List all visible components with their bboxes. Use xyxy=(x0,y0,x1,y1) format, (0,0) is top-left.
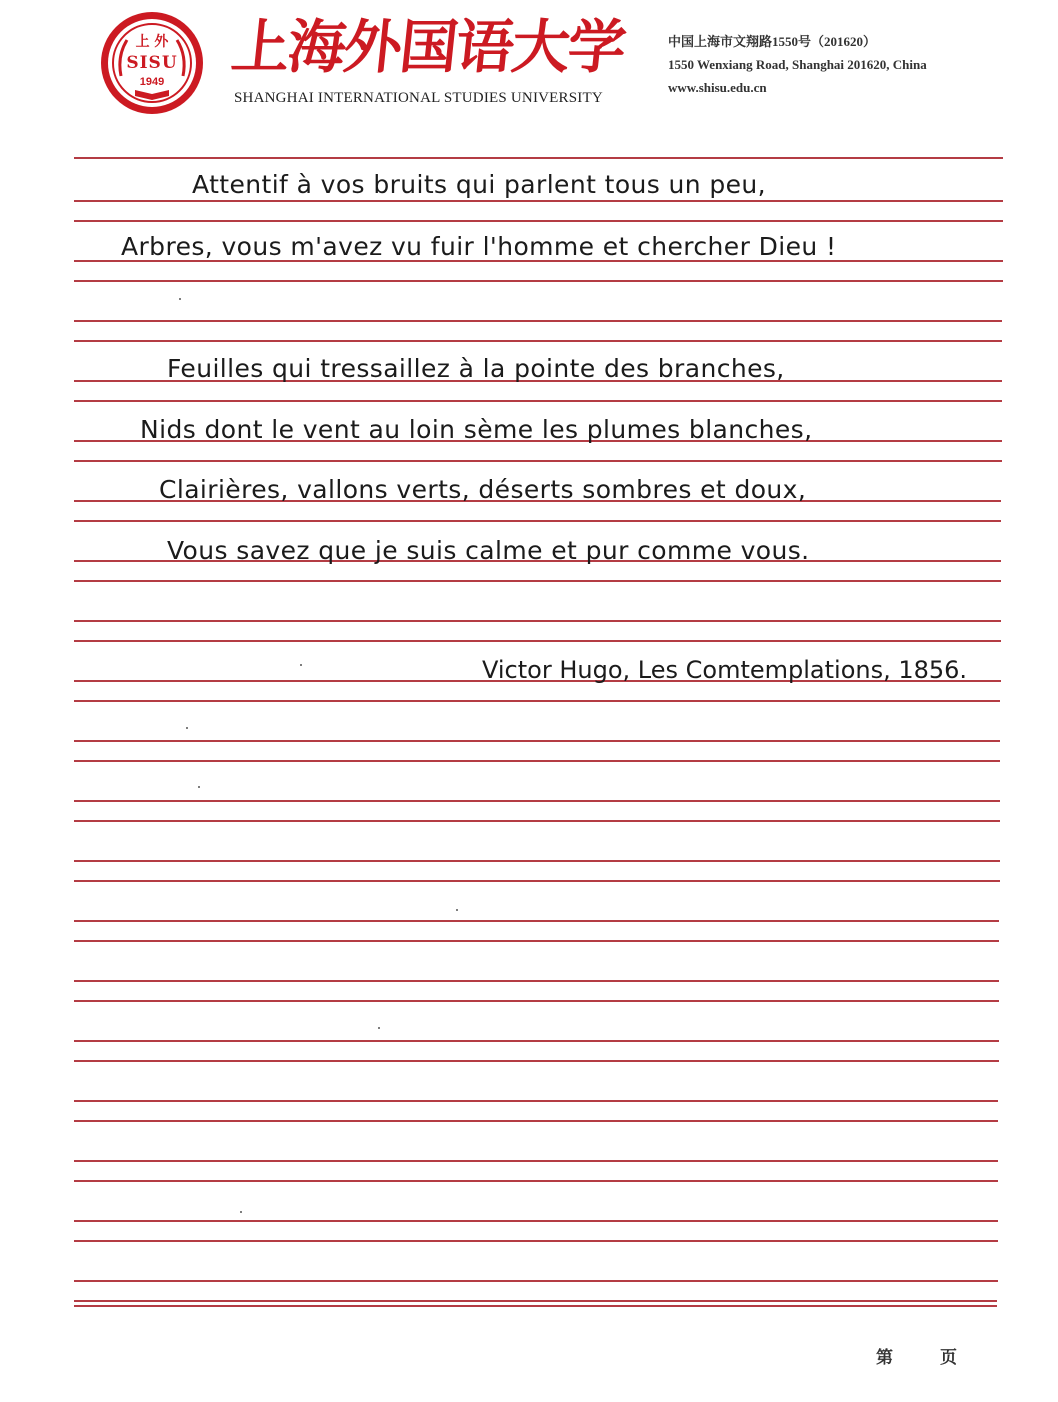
address-chinese: 中国上海市文翔路1550号（201620） xyxy=(668,34,877,49)
ruled-line xyxy=(74,620,1001,622)
ruled-line xyxy=(74,1000,999,1002)
ruled-line xyxy=(74,1220,998,1222)
ruled-line xyxy=(74,800,1000,802)
ruled-line xyxy=(74,580,1001,582)
ruled-line xyxy=(74,520,1001,522)
ruled-line xyxy=(74,980,999,982)
page-label-first-char: 第 xyxy=(876,1348,893,1368)
ruled-line xyxy=(74,400,1002,402)
ruled-line xyxy=(74,1100,998,1102)
ruled-line xyxy=(74,1120,998,1122)
university-name-chinese: 上海外国语大学 xyxy=(228,13,628,81)
ruled-line xyxy=(74,1280,998,1282)
university-name-english: SHANGHAI INTERNATIONAL STUDIES UNIVERSITY xyxy=(234,90,603,106)
ruled-line xyxy=(74,740,1000,742)
ruled-line xyxy=(74,320,1002,322)
ruled-line xyxy=(74,1160,998,1162)
address-block xyxy=(668,30,927,99)
seal-top-text: 上 外 xyxy=(135,34,169,50)
poem-line: Vous savez que je suis calme et pur comme vous. xyxy=(167,536,810,565)
ruled-line xyxy=(74,1305,997,1307)
seal-middle-text: SISU xyxy=(126,53,178,73)
ruled-line xyxy=(74,1240,998,1242)
ruled-line xyxy=(74,640,1001,642)
ruled-line xyxy=(74,700,1000,702)
ruled-line xyxy=(74,1060,999,1062)
poem-line: Arbres, vous m'avez vu fuir l'homme et chercher Dieu ! xyxy=(121,232,837,261)
ruled-line xyxy=(74,1300,997,1302)
ruled-line xyxy=(74,200,1003,202)
seal-year-text: 1949 xyxy=(139,76,165,88)
ruled-line xyxy=(74,460,1002,462)
ruled-line xyxy=(74,920,999,922)
ruled-line xyxy=(74,157,1003,159)
ruled-line xyxy=(74,820,1000,822)
poem-line: Feuilles qui tressaillez à la pointe des branches, xyxy=(167,354,785,383)
ruled-line xyxy=(74,760,1000,762)
website-url: www.shisu.edu.cn xyxy=(668,80,767,95)
ruled-line xyxy=(74,1180,998,1182)
ruled-line xyxy=(74,340,1002,342)
ruled-line xyxy=(74,880,1000,882)
address-english: 1550 Wenxiang Road, Shanghai 201620, China xyxy=(668,57,927,72)
ruled-line xyxy=(74,280,1003,282)
poem-line: Nids dont le vent au loin sème les plumes blanches, xyxy=(140,415,813,444)
poem-attribution: Victor Hugo, Les Comtemplations, 1856. xyxy=(482,656,968,684)
ruled-line xyxy=(74,940,999,942)
ruled-line xyxy=(74,220,1003,222)
page-label-last-char: 页 xyxy=(940,1348,957,1368)
poem-line: Clairières, vallons verts, déserts sombres et doux, xyxy=(159,475,807,504)
poem-line: Attentif à vos bruits qui parlent tous un peu, xyxy=(192,170,767,199)
university-seal-logo xyxy=(99,10,205,116)
ruled-line xyxy=(74,860,1000,862)
ruled-line xyxy=(74,1040,999,1042)
